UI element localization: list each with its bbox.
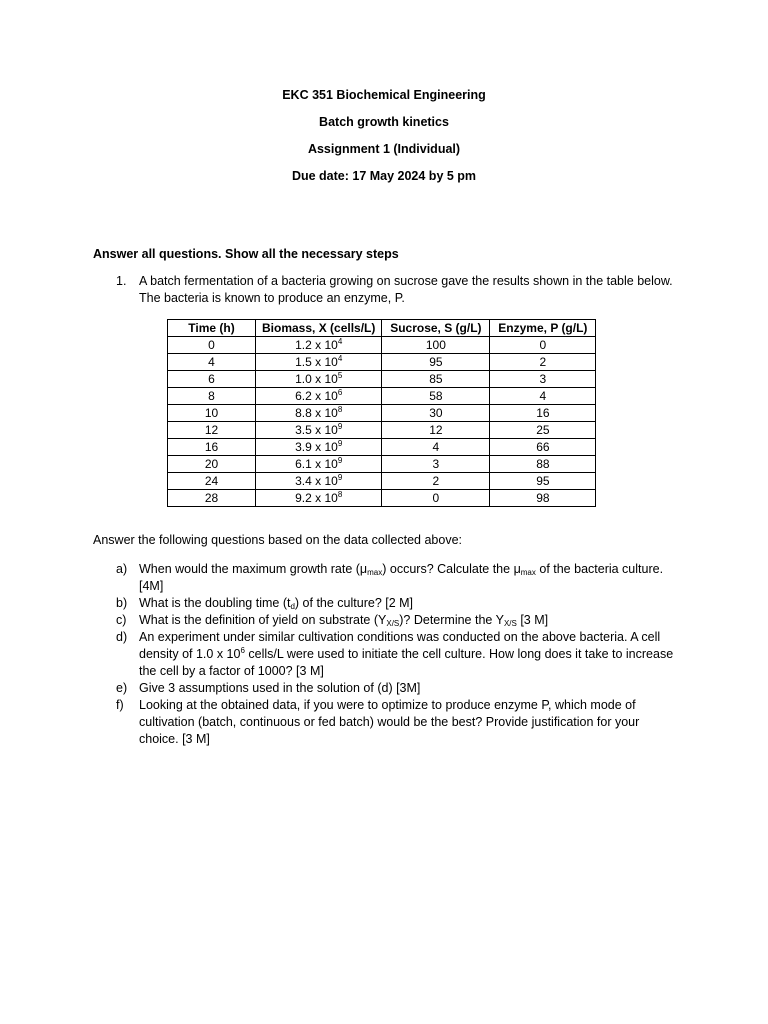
table-row (168, 371, 596, 388)
table-row (168, 473, 596, 490)
time-cell: 8 (168, 388, 256, 405)
biomass-cell: 6.2 x $10^6$ (256, 388, 382, 405)
sucrose-cell: 30 (382, 405, 490, 422)
enzyme-cell: 88 (490, 456, 596, 473)
enzyme-cell: 16 (490, 405, 596, 422)
subquestions-list (116, 561, 676, 748)
sucrose-cell: 58 (382, 388, 490, 405)
subquestion-label: f) (116, 698, 124, 712)
biomass-cell: 3.9 x $10^9$ (256, 439, 382, 456)
subquestion-label: c) (116, 613, 127, 627)
enzyme-cell: 2 (490, 354, 596, 371)
time-cell: 6 (168, 371, 256, 388)
table-body (168, 337, 596, 507)
biomass-cell: 3.5 x $10^9$ (256, 422, 382, 439)
subquestion-e (116, 680, 676, 697)
questions-lead: Answer the following questions based on the data collected above: (93, 533, 462, 547)
sucrose-cell: 2 (382, 473, 490, 490)
time-cell: 4 (168, 354, 256, 371)
subquestion-label: d) (116, 630, 128, 644)
subquestion-f (116, 697, 676, 748)
enzyme-cell: 0 (490, 337, 596, 354)
subquestion-text: What is the doubling time $(t_d)$ of the culture? [2 M] (139, 596, 414, 611)
sucrose-cell: 95 (382, 354, 490, 371)
enzyme-cell: 3 (490, 371, 596, 388)
time-cell: 28 (168, 490, 256, 507)
sucrose-cell: 4 (382, 439, 490, 456)
due-date: Due date: 17 May 2024 by 5 pm (291, 169, 477, 183)
assignment-title: Assignment 1 (Individual) (307, 142, 461, 156)
sucrose-cell: 100 (382, 337, 490, 354)
biomass-cell: 9.2 x $10^8$ (256, 490, 382, 507)
subquestion-c (116, 612, 676, 629)
biomass-cell: 6.1 x $10^9$ (256, 456, 382, 473)
table-row (168, 439, 596, 456)
table-row (168, 422, 596, 439)
table-row (168, 388, 596, 405)
time-cell: 24 (168, 473, 256, 490)
subquestion-label: a) (116, 562, 128, 576)
sucrose-cell: 12 (382, 422, 490, 439)
data-table (167, 319, 596, 507)
biomass-cell: 1.0 x $10^5$ (256, 371, 382, 388)
biomass-cell: 1.2 x $10^4$ (256, 337, 382, 354)
time-cell: 0 (168, 337, 256, 354)
course-title: EKC 351 Biochemical Engineering (282, 88, 486, 102)
document-header (0, 87, 768, 195)
subquestion-text: An experiment under similar cultivation conditions was conducted on the above bacteria. A cell density of 1.0 x $10^6$ cells/L were used to initiate the cell culture. How long does it take to increase the cell by a factor of 1000? [3 M] (139, 630, 674, 678)
time-cell: 12 (168, 422, 256, 439)
table-row (168, 405, 596, 422)
biomass-cell: 8.8 x $10^8$ (256, 405, 382, 422)
enzyme-cell: 25 (490, 422, 596, 439)
table-row (168, 337, 596, 354)
subquestion-b (116, 595, 676, 612)
enzyme-cell: 95 (490, 473, 596, 490)
column-header: Enzyme, P (g/L) (490, 320, 596, 337)
subquestion-a (116, 561, 676, 595)
table-row (168, 456, 596, 473)
subquestion-label: b) (116, 596, 128, 610)
question-number: 1. (116, 274, 127, 288)
subquestion-text: Looking at the obtained data, if you were to optimize to produce enzyme P, which mode of cultivation (batch, continuous or fed batch) would be the best? Provide justification for your choice. [3 M] (139, 698, 640, 746)
enzyme-cell: 66 (490, 439, 596, 456)
biomass-cell: 1.5 x $10^4$ (256, 354, 382, 371)
instructions: Answer all questions. Show all the necessary steps (93, 247, 399, 261)
biomass-cell: 3.4 x $10^9$ (256, 473, 382, 490)
table-row (168, 354, 596, 371)
time-cell: 10 (168, 405, 256, 422)
time-cell: 16 (168, 439, 256, 456)
sucrose-cell: 3 (382, 456, 490, 473)
topic-title: Batch growth kinetics (319, 115, 449, 129)
column-header: Sucrose, S (g/L) (382, 320, 490, 337)
sucrose-cell: 85 (382, 371, 490, 388)
enzyme-cell: 4 (490, 388, 596, 405)
subquestion-label: e) (116, 681, 128, 695)
subquestion-text: Give 3 assumptions used in the solution of (d) [3M] (139, 681, 421, 695)
table-header-row (168, 320, 596, 337)
subquestion-text: What is the definition of yield on substrate $(Y_{X/S})$? Determine the $Y_{X/S}$ [3 M] (139, 613, 549, 628)
enzyme-cell: 98 (490, 490, 596, 507)
sucrose-cell: 0 (382, 490, 490, 507)
subquestion-text: When would the maximum growth rate $(\mu_{max})$ occurs? Calculate the $\mu_{max}$ of the bacteria culture. [4M] (139, 562, 664, 593)
question-text: A batch fermentation of a bacteria growing on sucrose gave the results shown in the table below. The bacteria is known to produce an enzyme, P. (139, 274, 673, 305)
subquestion-d (116, 629, 676, 680)
column-header: Time (h) (168, 320, 256, 337)
column-header: Biomass, X (cells/L) (256, 320, 382, 337)
table-row (168, 490, 596, 507)
time-cell: 20 (168, 456, 256, 473)
